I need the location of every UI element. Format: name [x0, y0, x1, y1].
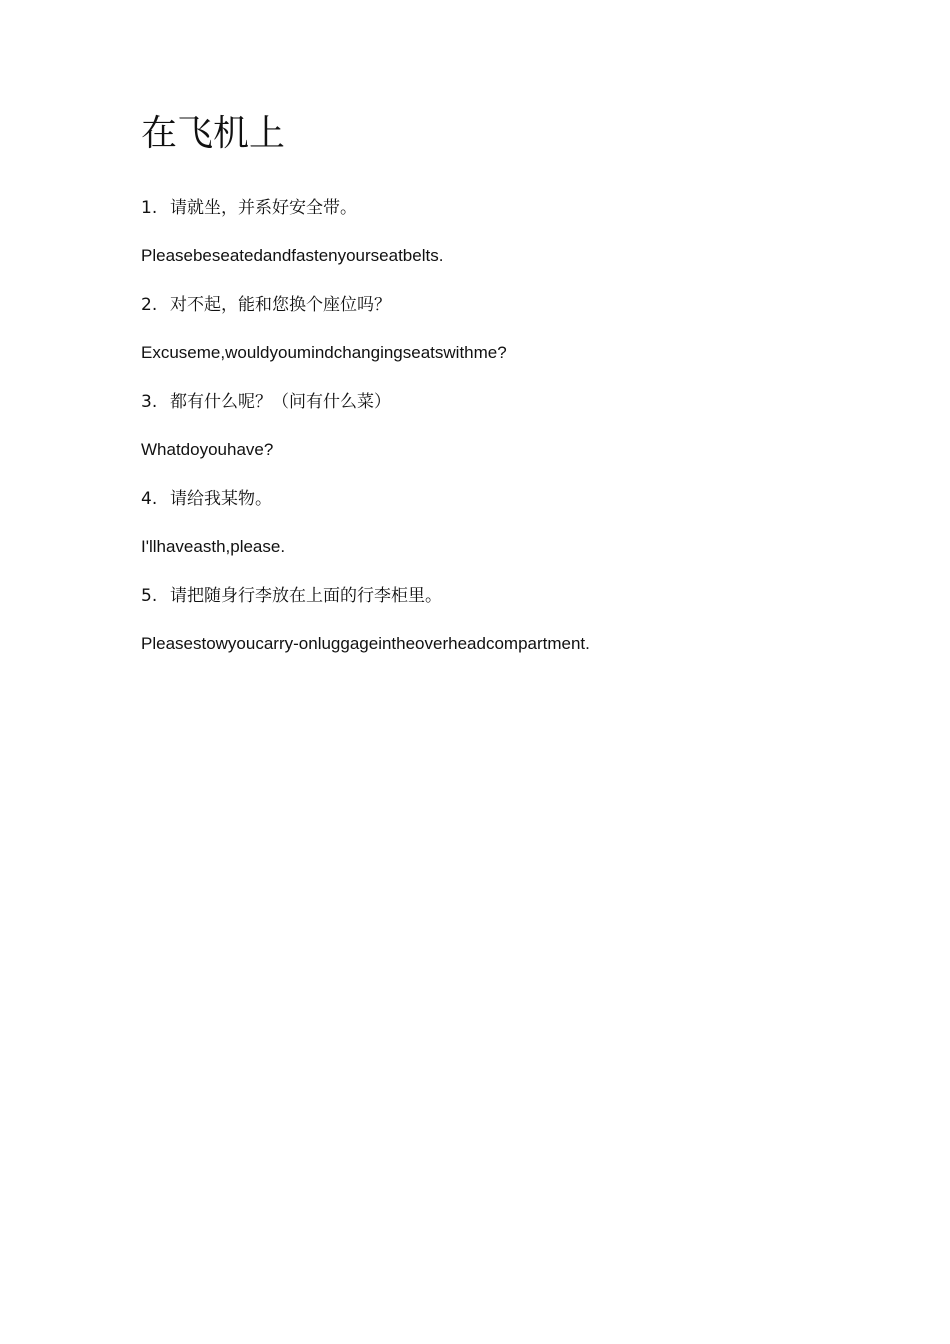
phrase-chinese	[141, 390, 901, 414]
phrase-chinese-text: 请就坐，并系好安全带。	[170, 198, 357, 218]
phrase-number: 4.	[141, 489, 158, 509]
phrase-chinese-text: 对不起，能和您换个座位吗？	[170, 295, 391, 315]
phrase-number: 5.	[141, 586, 158, 606]
phrase-english: I'llhaveasth,please.	[141, 537, 286, 556]
phrase-chinese-text: 都有什么呢？（问有什么菜）	[170, 392, 391, 412]
phrase-item-4	[141, 487, 901, 556]
phrase-item-1	[141, 196, 901, 265]
phrase-number: 3.	[141, 392, 158, 412]
phrase-number: 1.	[141, 198, 158, 218]
phrase-english: Pleasebeseatedandfastenyourseatbelts.	[141, 246, 444, 265]
phrase-chinese	[141, 293, 901, 317]
phrase-item-2	[141, 293, 901, 362]
phrase-english: Whatdoyouhave?	[141, 440, 274, 459]
phrase-english: Excuseme,wouldyoumindchangingseatswithme?	[141, 343, 507, 362]
phrase-chinese	[141, 487, 901, 511]
page-title: 在飞机上	[141, 113, 286, 154]
phrase-number: 2.	[141, 295, 158, 315]
phrase-chinese	[141, 584, 901, 608]
phrase-chinese-text: 请把随身行李放在上面的行李柜里。	[170, 586, 442, 606]
phrase-chinese	[141, 196, 901, 220]
phrase-item-5	[141, 584, 901, 653]
phrase-chinese-text: 请给我某物。	[170, 489, 272, 509]
phrase-item-3	[141, 390, 901, 459]
phrase-english: Pleasestowyoucarry-onluggageintheoverheadcompartment.	[141, 634, 590, 653]
